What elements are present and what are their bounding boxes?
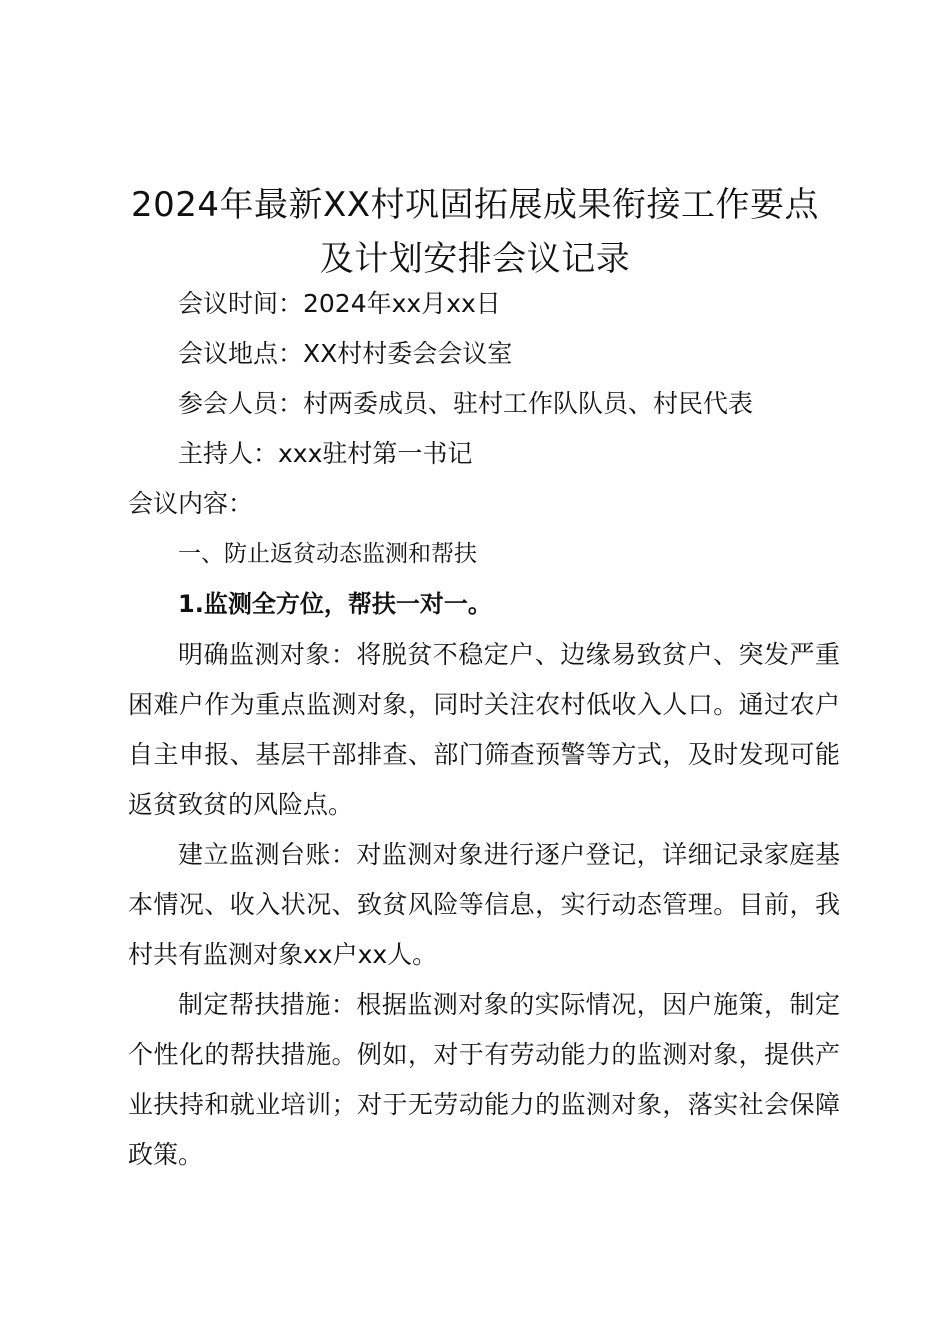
paragraph-monitoring-targets: 明确监测对象：将脱贫不稳定户、边缘易致贫户、突发严重困难户作为重点监测对象，同时关注农村低收入人口。通过农户自主申报、基层干部排查、部门筛查预警等方式，及时发现可能返贫致贫的风险点。 — [128, 640, 840, 819]
subsection-heading: 1.监测全方位，帮扶一对一。 — [178, 590, 492, 618]
paragraph-monitoring-ledger: 建立监测台账：对监测对象进行逐户登记，详细记录家庭基本情况、收入状况、致贫风险等信息，实行动态管理。目前，我村共有监测对象xx户xx人。 — [128, 840, 840, 969]
meeting-attendees: 参会人员：村两委成员、驻村工作队队员、村民代表 — [178, 389, 754, 418]
content-label: 会议内容： — [128, 489, 254, 518]
document-title: 2024年最新XX村巩固拓展成果衔接工作要点及计划安排会议记录 — [130, 185, 820, 279]
section-heading: 一、防止返贫动态监测和帮扶 — [178, 541, 477, 567]
meeting-place: 会议地点：XX村村委会会议室 — [178, 339, 513, 368]
meeting-time: 会议时间：2024年xx月xx日 — [178, 289, 501, 318]
meeting-host: 主持人：xxx驻村第一书记 — [178, 439, 473, 468]
paragraph-assistance-measures: 制定帮扶措施：根据监测对象的实际情况，因户施策，制定个性化的帮扶措施。例如，对于有劳动能力的监测对象，提供产业扶持和就业培训；对于无劳动能力的监测对象，落实社会保障政策。 — [128, 990, 840, 1169]
